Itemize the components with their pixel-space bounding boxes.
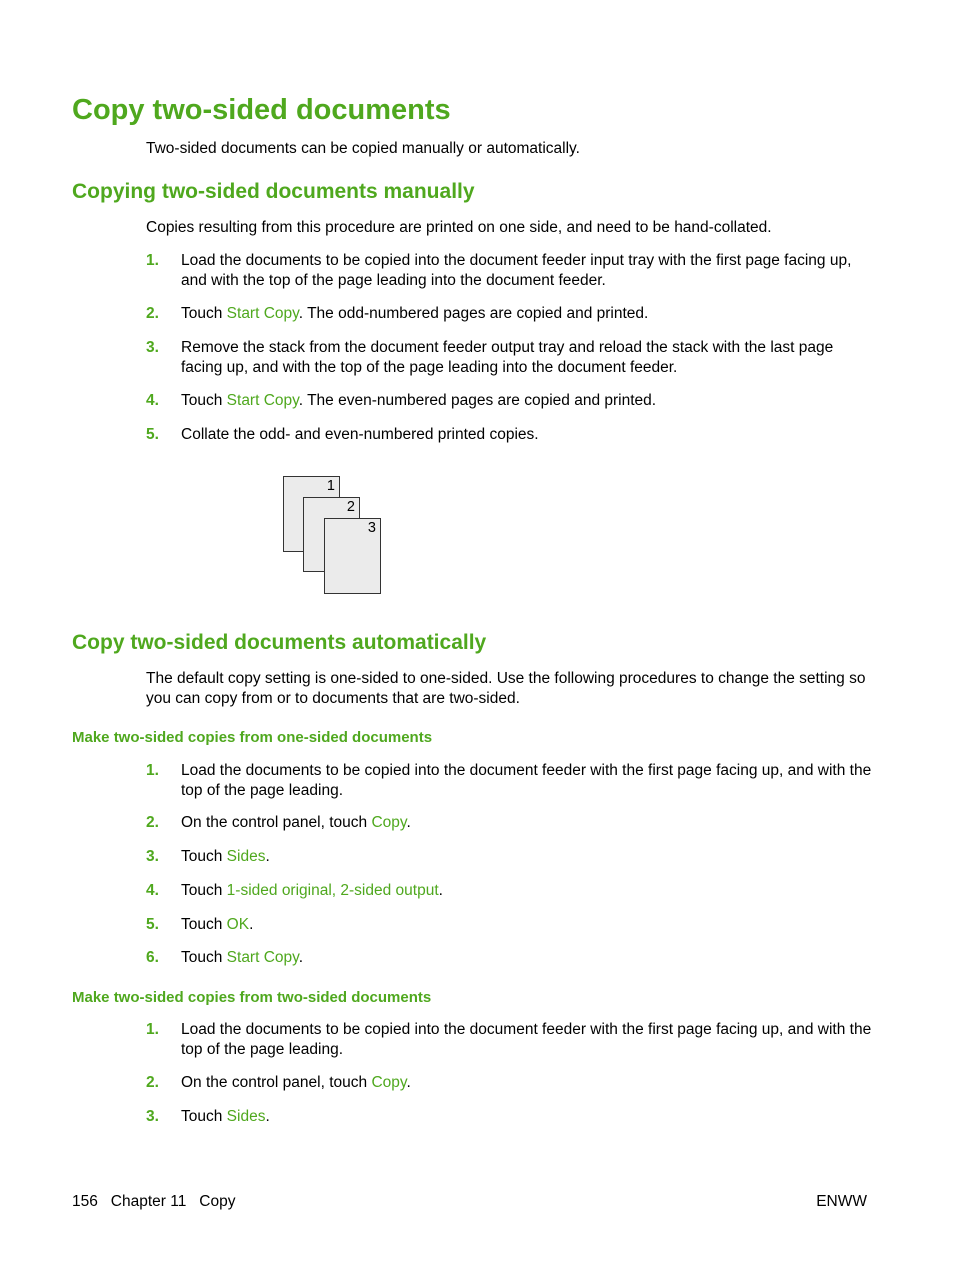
s1-step-1 [146, 761, 876, 800]
step-text: . The even-numbered pages are copied and printed. [298, 392, 657, 409]
step-text: Load the documents to be copied into the document feeder input tray with the first page facing up, and with the top of the page leading into the document feeder. [181, 252, 852, 289]
section1-heading: Make two-sided copies from one-sided documents [72, 729, 433, 746]
step-text: . [298, 949, 304, 966]
step-text: Touch [181, 848, 227, 865]
page-sheet-3 [324, 518, 381, 594]
sides-link[interactable]: Sides [226, 848, 266, 865]
step-number: 5. [146, 916, 159, 933]
page-number-label: 1 [326, 478, 335, 494]
step-text: Collate the odd- and even-numbered printed copies. [181, 426, 539, 443]
footer-left [72, 1192, 235, 1212]
step-number: 2. [146, 1074, 159, 1091]
step-text: . The odd-numbered pages are copied and printed. [298, 305, 649, 322]
manual-step-2 [146, 304, 876, 324]
step-number: 1. [146, 762, 159, 779]
s1-step-3 [146, 847, 876, 867]
footer-page-number: 156 [72, 1193, 98, 1210]
step-text: . [265, 1108, 270, 1125]
step-text: Remove the stack from the document feeder output tray and reload the stack with the last page facing up, and with the top of the page leading into the document feeder. [181, 339, 834, 376]
step-text: Load the documents to be copied into the document feeder with the first page facing up, and with the top of the page leading. [181, 1021, 872, 1058]
step-text: . [406, 1074, 411, 1091]
step-text: Touch [181, 392, 227, 409]
s1-step-4 [146, 881, 876, 901]
step-number: 3. [146, 848, 159, 865]
step-text: . [438, 882, 443, 899]
step-number: 1. [146, 1021, 159, 1038]
s2-step-2 [146, 1073, 876, 1093]
footer-chapter-title: Copy [199, 1193, 236, 1210]
s1-step-2 [146, 813, 876, 833]
start-copy-link[interactable]: Start Copy [226, 949, 299, 966]
manual-step-3 [146, 338, 876, 377]
step-text: On the control panel, touch [181, 1074, 372, 1091]
manual-intro: Copies resulting from this procedure are printed on one side, and need to be hand-collated. [146, 219, 772, 236]
section2-heading: Make two-sided copies from two-sided documents [72, 989, 432, 1006]
step-text: Touch [181, 305, 227, 322]
step-text: On the control panel, touch [181, 814, 372, 831]
step-number: 6. [146, 949, 159, 966]
page-number-label: 2 [346, 499, 355, 515]
page-number-label: 3 [367, 520, 376, 536]
footer-chapter: Chapter 11 [110, 1193, 187, 1210]
ok-link[interactable]: OK [226, 916, 250, 933]
step-text: Touch [181, 882, 227, 899]
sided-option-link[interactable]: 1-sided original, 2-sided output [226, 882, 439, 899]
step-number: 2. [146, 305, 159, 322]
step-text: Touch [181, 1108, 227, 1125]
step-text: . [406, 814, 411, 831]
s2-step-1 [146, 1020, 876, 1059]
s1-step-5 [146, 915, 876, 935]
footer-code: ENWW [816, 1193, 867, 1210]
copy-link[interactable]: Copy [371, 814, 407, 831]
manual-step-4 [146, 391, 876, 411]
step-number: 1. [146, 252, 159, 269]
collated-pages-figure [283, 476, 383, 596]
step-number: 2. [146, 814, 159, 831]
step-text: Touch [181, 916, 227, 933]
step-number: 3. [146, 339, 159, 356]
step-text: . [249, 916, 254, 933]
start-copy-link[interactable]: Start Copy [226, 392, 299, 409]
manual-heading: Copying two-sided documents manually [72, 180, 475, 203]
s1-step-6 [146, 948, 876, 968]
step-number: 4. [146, 882, 159, 899]
sides-link[interactable]: Sides [226, 1108, 266, 1125]
step-number: 3. [146, 1108, 159, 1125]
manual-step-1 [146, 251, 876, 290]
page-title: Copy two-sided documents [72, 94, 451, 126]
automatic-heading: Copy two-sided documents automatically [72, 631, 487, 654]
page-intro: Two-sided documents can be copied manually or automatically. [146, 140, 580, 157]
s2-step-3 [146, 1107, 876, 1127]
start-copy-link[interactable]: Start Copy [226, 305, 299, 322]
automatic-intro: The default copy setting is one-sided to one-sided. Use the following procedures to change the setting so you can copy from or to documents that are two-sided. [146, 670, 866, 707]
copy-link[interactable]: Copy [371, 1074, 407, 1091]
step-text: Load the documents to be copied into the document feeder with the first page facing up, and with the top of the page leading. [181, 762, 872, 799]
step-text: . [265, 848, 270, 865]
manual-step-5 [146, 425, 876, 445]
step-number: 5. [146, 426, 159, 443]
step-text: Touch [181, 949, 227, 966]
step-number: 4. [146, 392, 159, 409]
